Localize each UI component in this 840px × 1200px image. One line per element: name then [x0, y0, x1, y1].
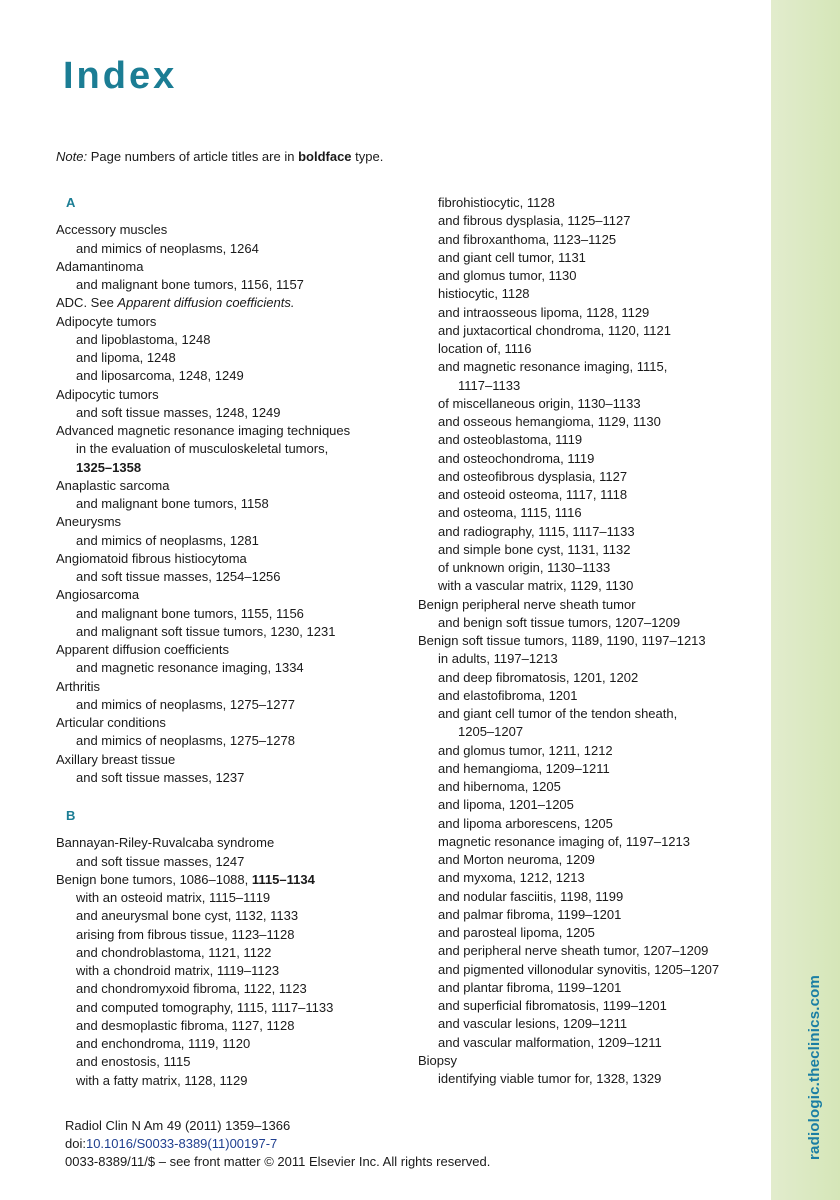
index-subentry: and enchondroma, 1119, 1120 [76, 1036, 251, 1051]
index-subentry: and giant cell tumor of the tendon sheath, [438, 706, 678, 721]
index-subentry: and glomus tumor, 1211, 1212 [438, 742, 613, 758]
index-subentry: and enostosis, 1115 [76, 1054, 191, 1070]
section-spacer [56, 787, 401, 807]
index-subentry: and vascular lesions, 1209–1211 [438, 1016, 628, 1032]
index-subentry: and lipoblastoma, 1248 [76, 331, 211, 347]
index-subentry: and hibernoma, 1205 [438, 779, 561, 794]
index-note: Note: Page numbers of article titles are in boldface type. [56, 149, 384, 164]
index-entry-cross-reference: ADC. See Apparent diffusion coefficients. [56, 295, 295, 311]
index-subentry: and mimics of neoplasms, 1275–1277 [76, 696, 295, 712]
index-subentry: and simple bone cyst, 1131, 1132 [438, 541, 631, 557]
index-subentry: and osseous hemangioma, 1129, 1130 [438, 414, 661, 429]
index-entry: Aneurysms [56, 514, 122, 530]
index-subentry: and Morton neuroma, 1209 [438, 852, 595, 867]
index-subentry: and peripheral nerve sheath tumor, 1207–1209 [438, 943, 709, 959]
index-subentry: and juxtacortical chondroma, 1120, 1121 [438, 322, 671, 338]
index-subentry: and elastofibroma, 1201 [438, 687, 578, 703]
index-subentry: arising from fibrous tissue, 1123–1128 [76, 926, 295, 942]
index-subentry: and deep fibromatosis, 1201, 1202 [438, 669, 639, 685]
index-subentry: and nodular fasciitis, 1198, 1199 [438, 888, 624, 904]
index-subentry: and fibrous dysplasia, 1125–1127 [438, 213, 631, 229]
index-subentry: and mimics of neoplasms, 1275–1278 [76, 733, 295, 749]
index-subentry: with a fatty matrix, 1128, 1129 [76, 1072, 248, 1088]
index-entry: Biopsy [418, 1052, 458, 1068]
index-subentry: and vascular malformation, 1209–1211 [438, 1034, 662, 1050]
cross-reference-link: Apparent diffusion coefficients. [117, 295, 295, 311]
index-subentry: and aneurysmal bone cyst, 1132, 1133 [76, 908, 299, 924]
index-subentry: and chondromyxoid fibroma, 1122, 1123 [76, 981, 307, 997]
index-entry: Advanced magnetic resonance imaging techniques [56, 423, 351, 438]
page-footer [65, 1117, 490, 1171]
copyright-line: 0033-8389/11/$ – see front matter © 2011 Elsevier Inc. All rights reserved. [65, 1154, 491, 1169]
index-subentry: and superficial fibromatosis, 1199–1201 [438, 998, 667, 1013]
index-subentry: and soft tissue masses, 1248, 1249 [76, 404, 281, 420]
index-entry: Arthritis [56, 678, 101, 694]
index-entry: Angiosarcoma [56, 587, 140, 603]
doi-line: doi:10.1016/S0033-8389(11)00197-7 [65, 1136, 278, 1151]
index-entry: Adipocytic tumors [56, 386, 159, 402]
index-subentry: in adults, 1197–1213 [438, 651, 558, 667]
index-column-left [56, 194, 401, 1090]
journal-citation: Radiol Clin N Am 49 (2011) 1359–1366 [65, 1118, 291, 1133]
index-subentry: and radiography, 1115, 1117–1133 [438, 523, 635, 539]
index-subentry: and intraosseous lipoma, 1128, 1129 [438, 304, 650, 320]
index-subentry: and malignant soft tissue tumors, 1230, 1231 [76, 623, 336, 639]
index-subentry: and osteochondroma, 1119 [438, 450, 595, 466]
index-subentry: in the evaluation of musculoskeletal tumors, [76, 441, 329, 457]
index-subentry: and mimics of neoplasms, 1281 [76, 532, 259, 548]
index-entry: Benign peripheral nerve sheath tumor [418, 596, 636, 612]
index-entry: Accessory muscles [56, 222, 168, 238]
index-continuation: 1205–1207 [458, 724, 524, 740]
index-continuation: 1117–1133 [458, 377, 521, 393]
index-subentry: histiocytic, 1128 [438, 286, 530, 302]
index-entry: Apparent diffusion coefficients [56, 642, 229, 657]
index-subentry: with a vascular matrix, 1129, 1130 [438, 578, 634, 594]
index-subentry: and malignant bone tumors, 1156, 1157 [76, 277, 304, 292]
index-entry: Adamantinoma [56, 258, 144, 274]
index-subentry: of unknown origin, 1130–1133 [438, 560, 611, 575]
index-subentry: location of, 1116 [438, 341, 532, 356]
index-subentry: fibrohistiocytic, 1128 [438, 195, 555, 210]
boldface-word: boldface [298, 149, 352, 164]
index-subentry: and myxoma, 1212, 1213 [438, 870, 585, 886]
index-subentry: and computed tomography, 1115, 1117–1133 [76, 999, 334, 1015]
index-subentry: and soft tissue masses, 1237 [76, 769, 245, 785]
journal-url[interactable]: radiologic.theclinics.com [806, 974, 823, 1160]
index-subentry: and chondroblastoma, 1121, 1122 [76, 944, 272, 960]
index-subentry: identifying viable tumor for, 1328, 1329 [438, 1071, 662, 1086]
index-subentry: and liposarcoma, 1248, 1249 [76, 368, 244, 384]
index-subentry: and osteoid osteoma, 1117, 1118 [438, 487, 628, 502]
index-subentry: and glomus tumor, 1130 [438, 268, 577, 283]
index-subentry: with a chondroid matrix, 1119–1123 [76, 963, 280, 978]
index-subentry: and malignant bone tumors, 1158 [76, 496, 269, 511]
index-entry: Benign bone tumors, 1086–1088, 1115–1134 [56, 871, 315, 887]
index-subentry: and desmoplastic fibroma, 1127, 1128 [76, 1017, 295, 1033]
index-subentry: and giant cell tumor, 1131 [438, 249, 586, 265]
index-entry: Articular conditions [56, 715, 166, 730]
article-page-range: 1325–1358 [76, 459, 142, 475]
index-subentry: and plantar fibroma, 1199–1201 [438, 979, 622, 995]
index-subentry: and magnetic resonance imaging, 1334 [76, 660, 304, 676]
index-subentry: and osteoma, 1115, 1116 [438, 505, 582, 521]
index-subentry: and osteofibrous dysplasia, 1127 [438, 468, 628, 484]
index-subentry: and lipoma, 1201–1205 [438, 797, 574, 813]
index-subentry: with an osteoid matrix, 1115–1119 [76, 890, 271, 905]
index-entry: Benign soft tissue tumors, 1189, 1190, 1197–1213 [418, 633, 706, 648]
index-subentry: and lipoma, 1248 [76, 350, 176, 365]
index-subentry: and mimics of neoplasms, 1264 [76, 240, 259, 256]
index-entry: Axillary breast tissue [56, 751, 176, 767]
index-subentry: and soft tissue masses, 1254–1256 [76, 569, 281, 584]
index-entry: Angiomatoid fibrous histiocytoma [56, 550, 247, 566]
article-page-range: 1115–1134 [251, 871, 315, 887]
section-letter-b: B [66, 808, 76, 823]
index-subentry: and palmar fibroma, 1199–1201 [438, 906, 622, 922]
index-subentry: magnetic resonance imaging of, 1197–1213 [438, 833, 690, 849]
index-entry: Adipocyte tumors [56, 313, 157, 329]
index-subentry: and benign soft tissue tumors, 1207–1209 [438, 614, 681, 630]
section-letter-a: A [66, 195, 76, 210]
index-entry: Anaplastic sarcoma [56, 477, 170, 493]
index-subentry: and fibroxanthoma, 1123–1125 [438, 231, 617, 247]
index-subentry: of miscellaneous origin, 1130–1133 [438, 395, 641, 411]
page-title: Index [63, 55, 178, 97]
index-subentry: and osteoblastoma, 1119 [438, 432, 583, 448]
index-subentry: and parosteal lipoma, 1205 [438, 925, 595, 940]
index-subentry: and malignant bone tumors, 1155, 1156 [76, 605, 304, 621]
index-entry: Bannayan-Riley-Ruvalcaba syndrome [56, 835, 275, 851]
doi-link[interactable]: 10.1016/S0033-8389(11)00197-7 [85, 1136, 278, 1151]
index-column-right [418, 194, 763, 1088]
index-subentry: and pigmented villonodular synovitis, 1205–1207 [438, 961, 720, 977]
index-subentry: and lipoma arborescens, 1205 [438, 815, 613, 831]
index-subentry: and soft tissue masses, 1247 [76, 853, 245, 869]
index-subentry: and magnetic resonance imaging, 1115, [438, 359, 668, 375]
note-label: Note: [56, 149, 88, 164]
index-subentry: and hemangioma, 1209–1211 [438, 760, 610, 776]
